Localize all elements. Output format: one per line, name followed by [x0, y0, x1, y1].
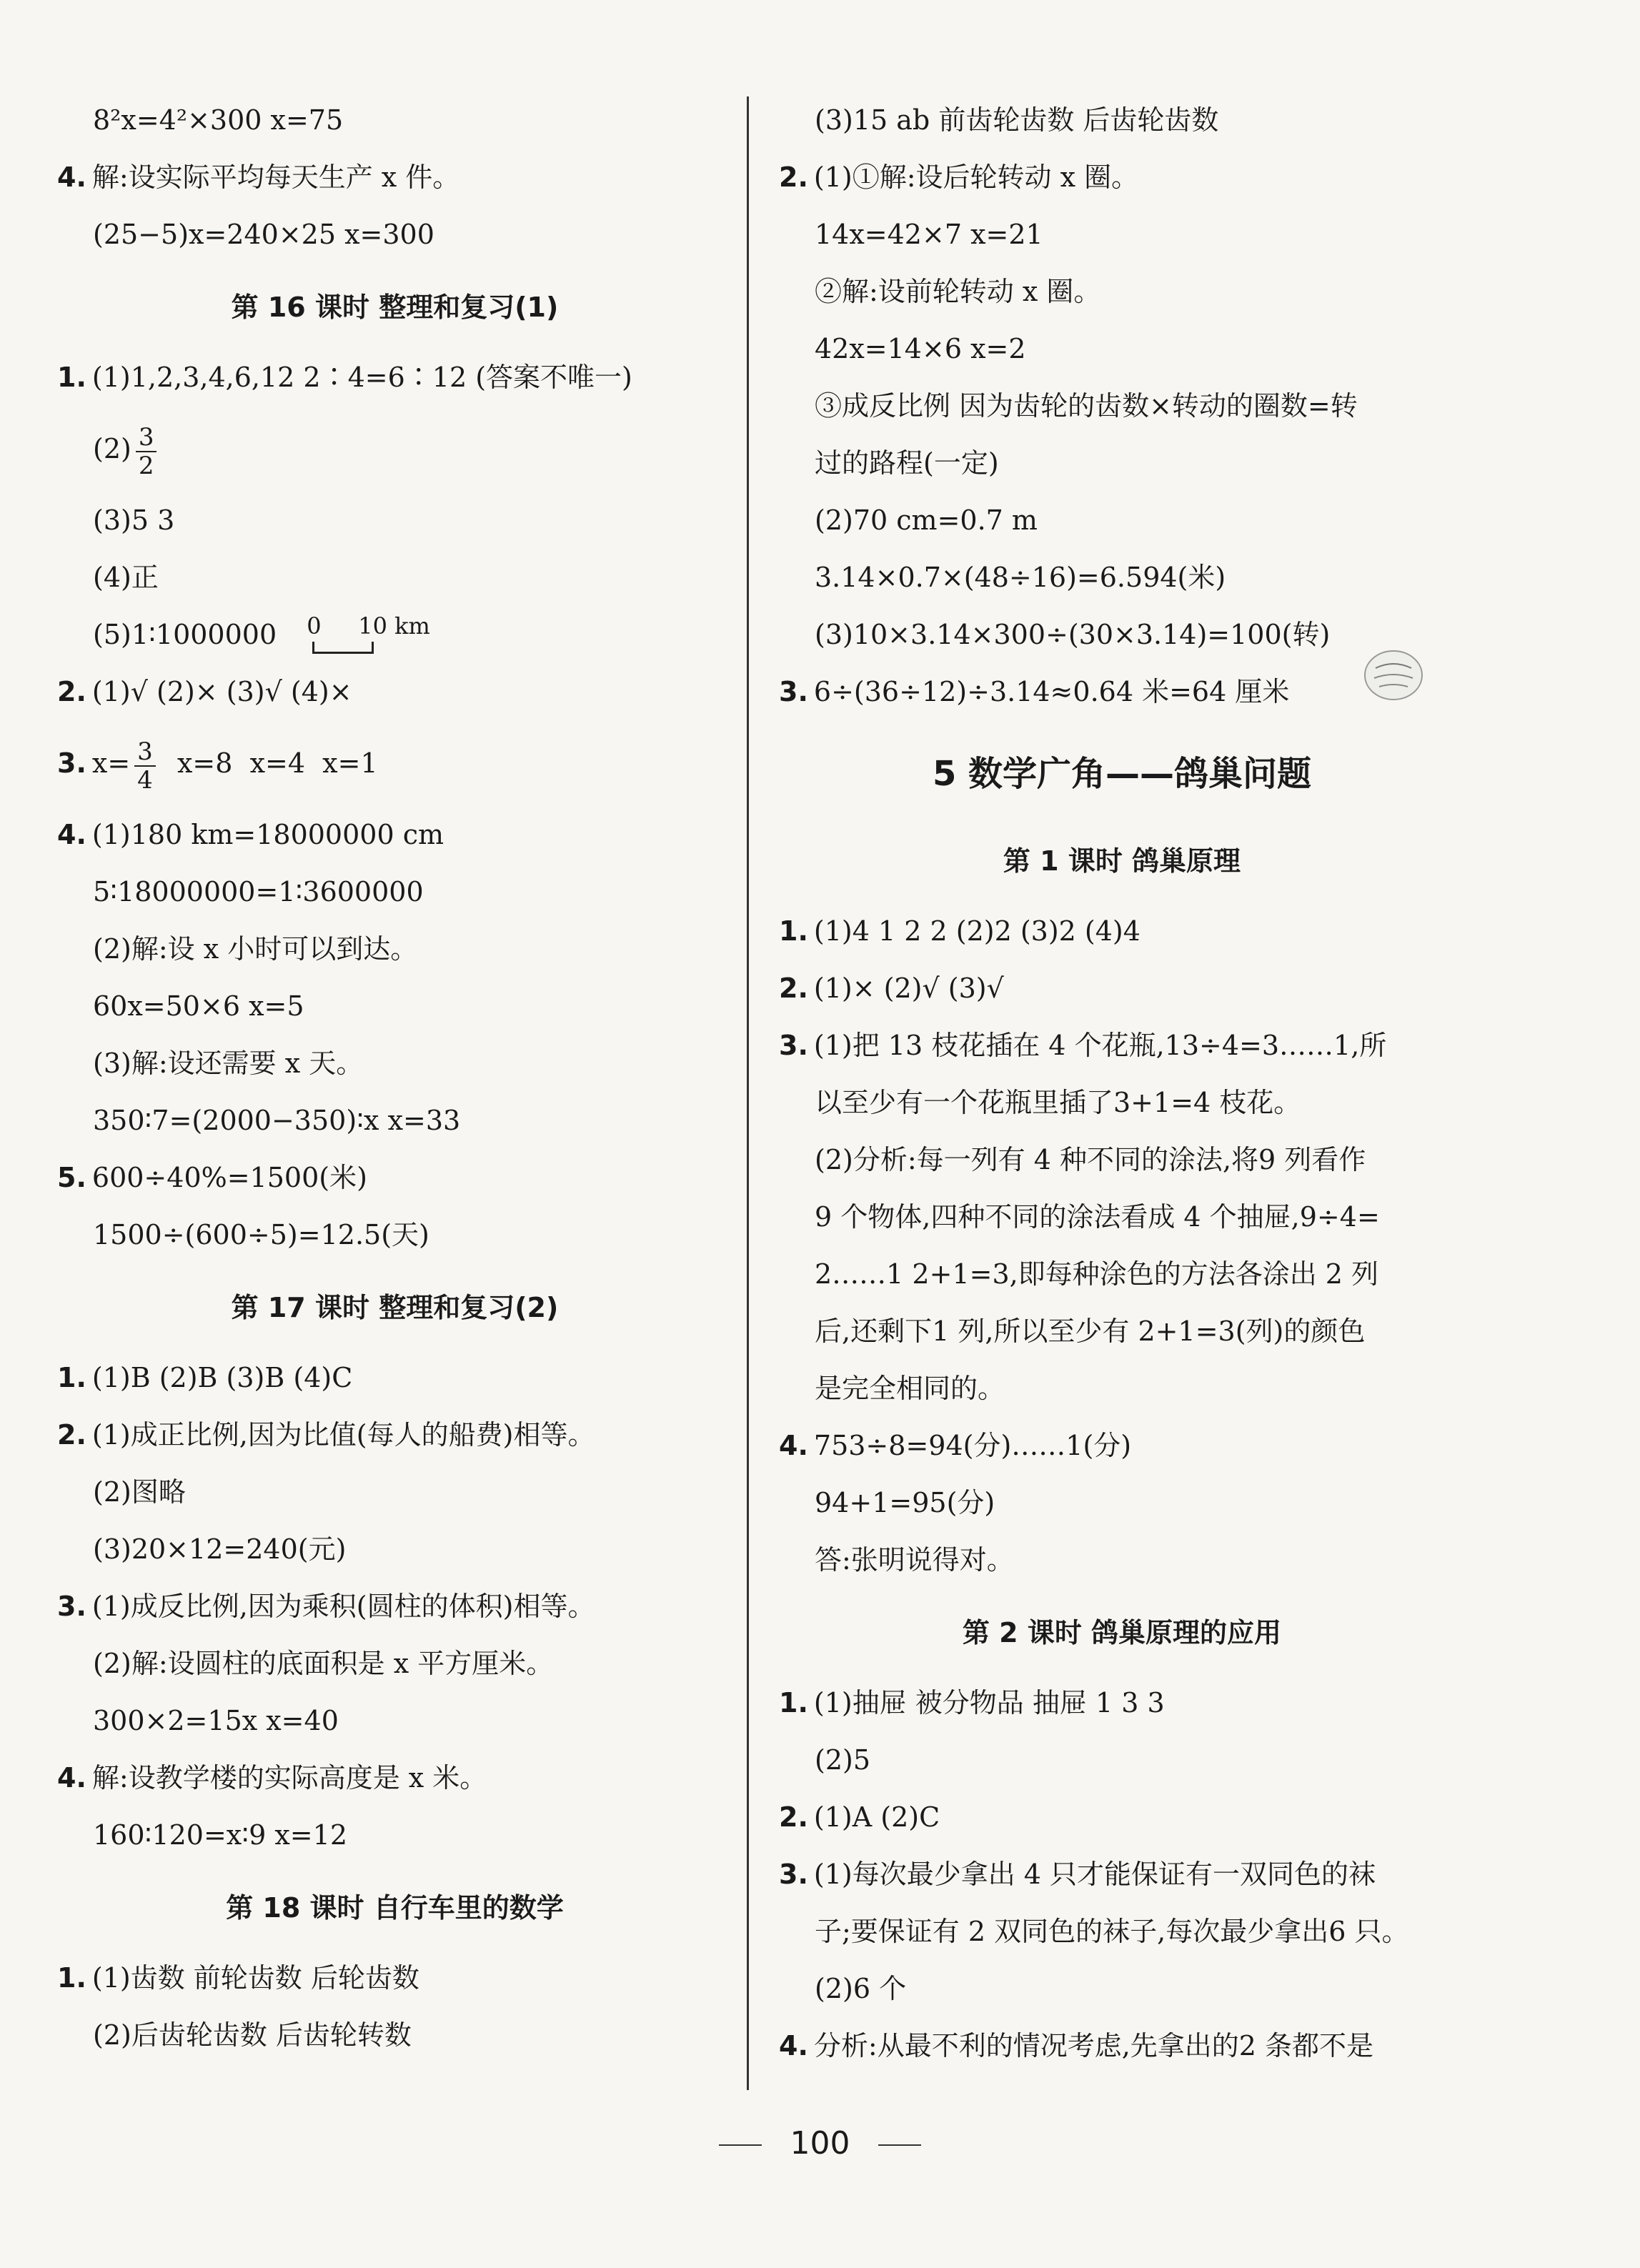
question-number: 3.	[57, 1591, 86, 1622]
answer-line: 以至少有一个花瓶里插了3+1=4 枝花。	[815, 1087, 1301, 1118]
answer-text: 解:设教学楼的实际高度是 x 米。	[91, 1762, 487, 1794]
answer-line: 5∶18000000=1∶3600000	[93, 876, 424, 907]
answer-text: 分析:从最不利的情况考虑,先拿出的2 条都不是	[813, 2030, 1374, 2061]
answer-text: (1)成正比例,因为比值(每人的船费)相等。	[91, 1419, 595, 1451]
question-number: 3.	[779, 676, 808, 707]
answer-line: (3)20×12=240(元)	[93, 1533, 347, 1565]
question-number: 4.	[57, 161, 86, 193]
answer-text: (1)× (2)√ (3)√	[813, 973, 1004, 1004]
answer-line-fraction	[57, 720, 732, 806]
answer-line: 是完全相同的。	[815, 1373, 1005, 1404]
answer-line: 1500÷(600÷5)=12.5(天)	[93, 1219, 429, 1250]
answer-line: 过的路程(一定)	[815, 447, 999, 479]
question-number: 2.	[779, 1801, 808, 1833]
answer-line: (2)分析:每一列有 4 种不同的涂法,将9 列看作	[815, 1144, 1366, 1175]
question-number: 2.	[57, 676, 86, 707]
question-number: 2.	[779, 161, 808, 193]
answer-line: (2)后齿轮齿数 后齿轮转数	[93, 2019, 412, 2051]
answer-line: 14x=42×7 x=21	[815, 219, 1043, 250]
answer-line-fraction	[57, 406, 732, 492]
answer-line: 300×2=15x x=40	[93, 1705, 339, 1736]
answer-line: 160∶120=x∶9 x=12	[93, 1819, 347, 1851]
answer-line: 答:张明说得对。	[815, 1544, 1014, 1576]
answer-text: (1)每次最少拿出 4 只才能保证有一双同色的袜	[813, 1859, 1376, 1890]
answer-text: 解:设实际平均每天生产 x 件。	[91, 161, 460, 193]
answer-text: (1)①解:设后轮转动 x 圈。	[813, 161, 1139, 193]
answer-text: 753÷8=94(分)……1(分)	[813, 1430, 1132, 1461]
answer-line: 350∶7=(2000−350)∶x x=33	[93, 1105, 461, 1136]
section-heading-1: 第 1 课时 鸽巢原理	[1003, 845, 1241, 877]
scale-bar	[312, 642, 374, 654]
scale-bar-icon	[299, 612, 435, 659]
question-number: 1.	[57, 1362, 86, 1393]
page-number-text: 100	[790, 2125, 850, 2162]
answer-text: (1)成反比例,因为乘积(圆柱的体积)相等。	[91, 1591, 595, 1622]
question-number: 4.	[57, 819, 86, 850]
stamp-icon	[1361, 647, 1426, 704]
right-column	[779, 91, 1465, 2074]
answer-line: (2)解:设 x 小时可以到达。	[93, 933, 418, 965]
page-number-dash-right	[878, 2144, 921, 2146]
question-number: 3.	[779, 1030, 808, 1061]
question-number: 3.	[57, 747, 86, 779]
answer-text: (1)齿数 前轮齿数 后轮齿数	[91, 1962, 419, 1994]
answer-line-scale	[57, 606, 732, 663]
question-number: 1.	[57, 362, 86, 393]
section-heading-16: 第 16 课时 整理和复习(1)	[231, 292, 559, 323]
scale-label-ten: 10 km	[358, 612, 430, 640]
answer-text: (1)180 km=18000000 cm	[91, 819, 444, 850]
answer-line: 42x=14×6 x=2	[815, 333, 1026, 364]
answer-line: (2)5	[815, 1744, 871, 1776]
question-number: 1.	[779, 1687, 808, 1719]
answer-text: (1)A (2)C	[813, 1801, 940, 1833]
fraction-numerator: 3	[134, 738, 156, 767]
answer-line: (3)解:设还需要 x 天。	[93, 1048, 364, 1079]
answer-line: (2)6 个	[815, 1973, 907, 2004]
page-number	[0, 2115, 1640, 2172]
answer-line: 9 个物体,四种不同的涂法看成 4 个抽屉,9÷4=	[815, 1201, 1380, 1233]
answer-text: (1)√ (2)× (3)√ (4)×	[91, 676, 352, 707]
answer-line: 8²x=4²×300 x=75	[93, 104, 344, 136]
section-heading-2: 第 2 课时 鸽巢原理的应用	[962, 1617, 1282, 1648]
answer-prefix: (2)	[93, 433, 131, 464]
question-number: 2.	[57, 1419, 86, 1451]
answer-line: 60x=50×6 x=5	[93, 990, 304, 1022]
section-heading-17: 第 17 课时 整理和复习(2)	[231, 1292, 559, 1323]
answer-text: x=8 x=4 x=1	[159, 747, 378, 779]
fraction-numerator: 3	[136, 424, 157, 452]
answer-text: (1)1,2,3,4,6,12 2∶4=6∶12 (答案不唯一)	[91, 362, 632, 393]
answer-text: (1)把 13 枝花插在 4 个花瓶,13÷4=3……1,所	[813, 1030, 1387, 1061]
answer-prefix: x=	[91, 747, 131, 779]
answer-line: (3)10×3.14×300÷(30×3.14)=100(转)	[815, 619, 1331, 650]
answer-line: (3)5 3	[93, 504, 175, 536]
answer-text: 600÷40%=1500(米)	[91, 1162, 367, 1193]
left-column	[57, 91, 732, 2064]
question-number: 4.	[779, 2030, 808, 2061]
answer-text: 6÷(36÷12)÷3.14≈0.64 米=64 厘米	[813, 676, 1290, 707]
question-number: 5.	[57, 1162, 86, 1193]
answer-line: (4)正	[93, 562, 159, 593]
answer-line: (2)解:设圆柱的底面积是 x 平方厘米。	[93, 1648, 554, 1679]
answer-text: (1)B (2)B (3)B (4)C	[91, 1362, 353, 1393]
answer-line: 子;要保证有 2 双同色的袜子,每次最少拿出6 只。	[815, 1916, 1409, 1947]
answer-text: (5)1∶1000000	[93, 619, 277, 650]
fraction-denominator: 2	[138, 451, 154, 480]
question-number: 4.	[779, 1430, 808, 1461]
answer-line: (2)70 cm=0.7 m	[815, 504, 1038, 536]
fraction	[134, 738, 156, 794]
question-number: 1.	[779, 915, 808, 947]
answer-line: 2……1 2+1=3,即每种涂色的方法各涂出 2 列	[815, 1258, 1379, 1290]
answer-line: (25−5)x=240×25 x=300	[93, 219, 434, 250]
answer-line: (2)图略	[93, 1476, 186, 1508]
answer-text: (1)4 1 2 2 (2)2 (3)2 (4)4	[813, 915, 1140, 947]
scale-label-zero: 0	[307, 612, 322, 640]
answer-line: 94+1=95(分)	[815, 1487, 995, 1518]
fraction	[136, 424, 157, 479]
answer-text: (1)抽屉 被分物品 抽屉 1 3 3	[813, 1687, 1165, 1719]
answer-line: ②解:设前轮转动 x 圈。	[815, 276, 1101, 307]
answer-line: 后,还剩下1 列,所以至少有 2+1=3(列)的颜色	[815, 1315, 1366, 1347]
page-number-dash-left	[719, 2144, 762, 2146]
section-heading-18: 第 18 课时 自行车里的数学	[226, 1892, 564, 1924]
column-divider	[747, 96, 749, 2090]
fraction-denominator: 4	[137, 765, 153, 795]
answer-line: 3.14×0.7×(48÷16)=6.594(米)	[815, 562, 1226, 593]
question-number: 1.	[57, 1962, 86, 1994]
question-number: 4.	[57, 1762, 86, 1794]
question-number: 2.	[779, 973, 808, 1004]
question-number: 3.	[779, 1859, 808, 1890]
answer-line: ③成反比例 因为齿轮的齿数×转动的圈数=转	[815, 390, 1358, 422]
chapter-heading: 5 数学广角——鸽巢问题	[932, 754, 1312, 794]
answer-line: (3)15 ab 前齿轮齿数 后齿轮齿数	[815, 104, 1219, 136]
